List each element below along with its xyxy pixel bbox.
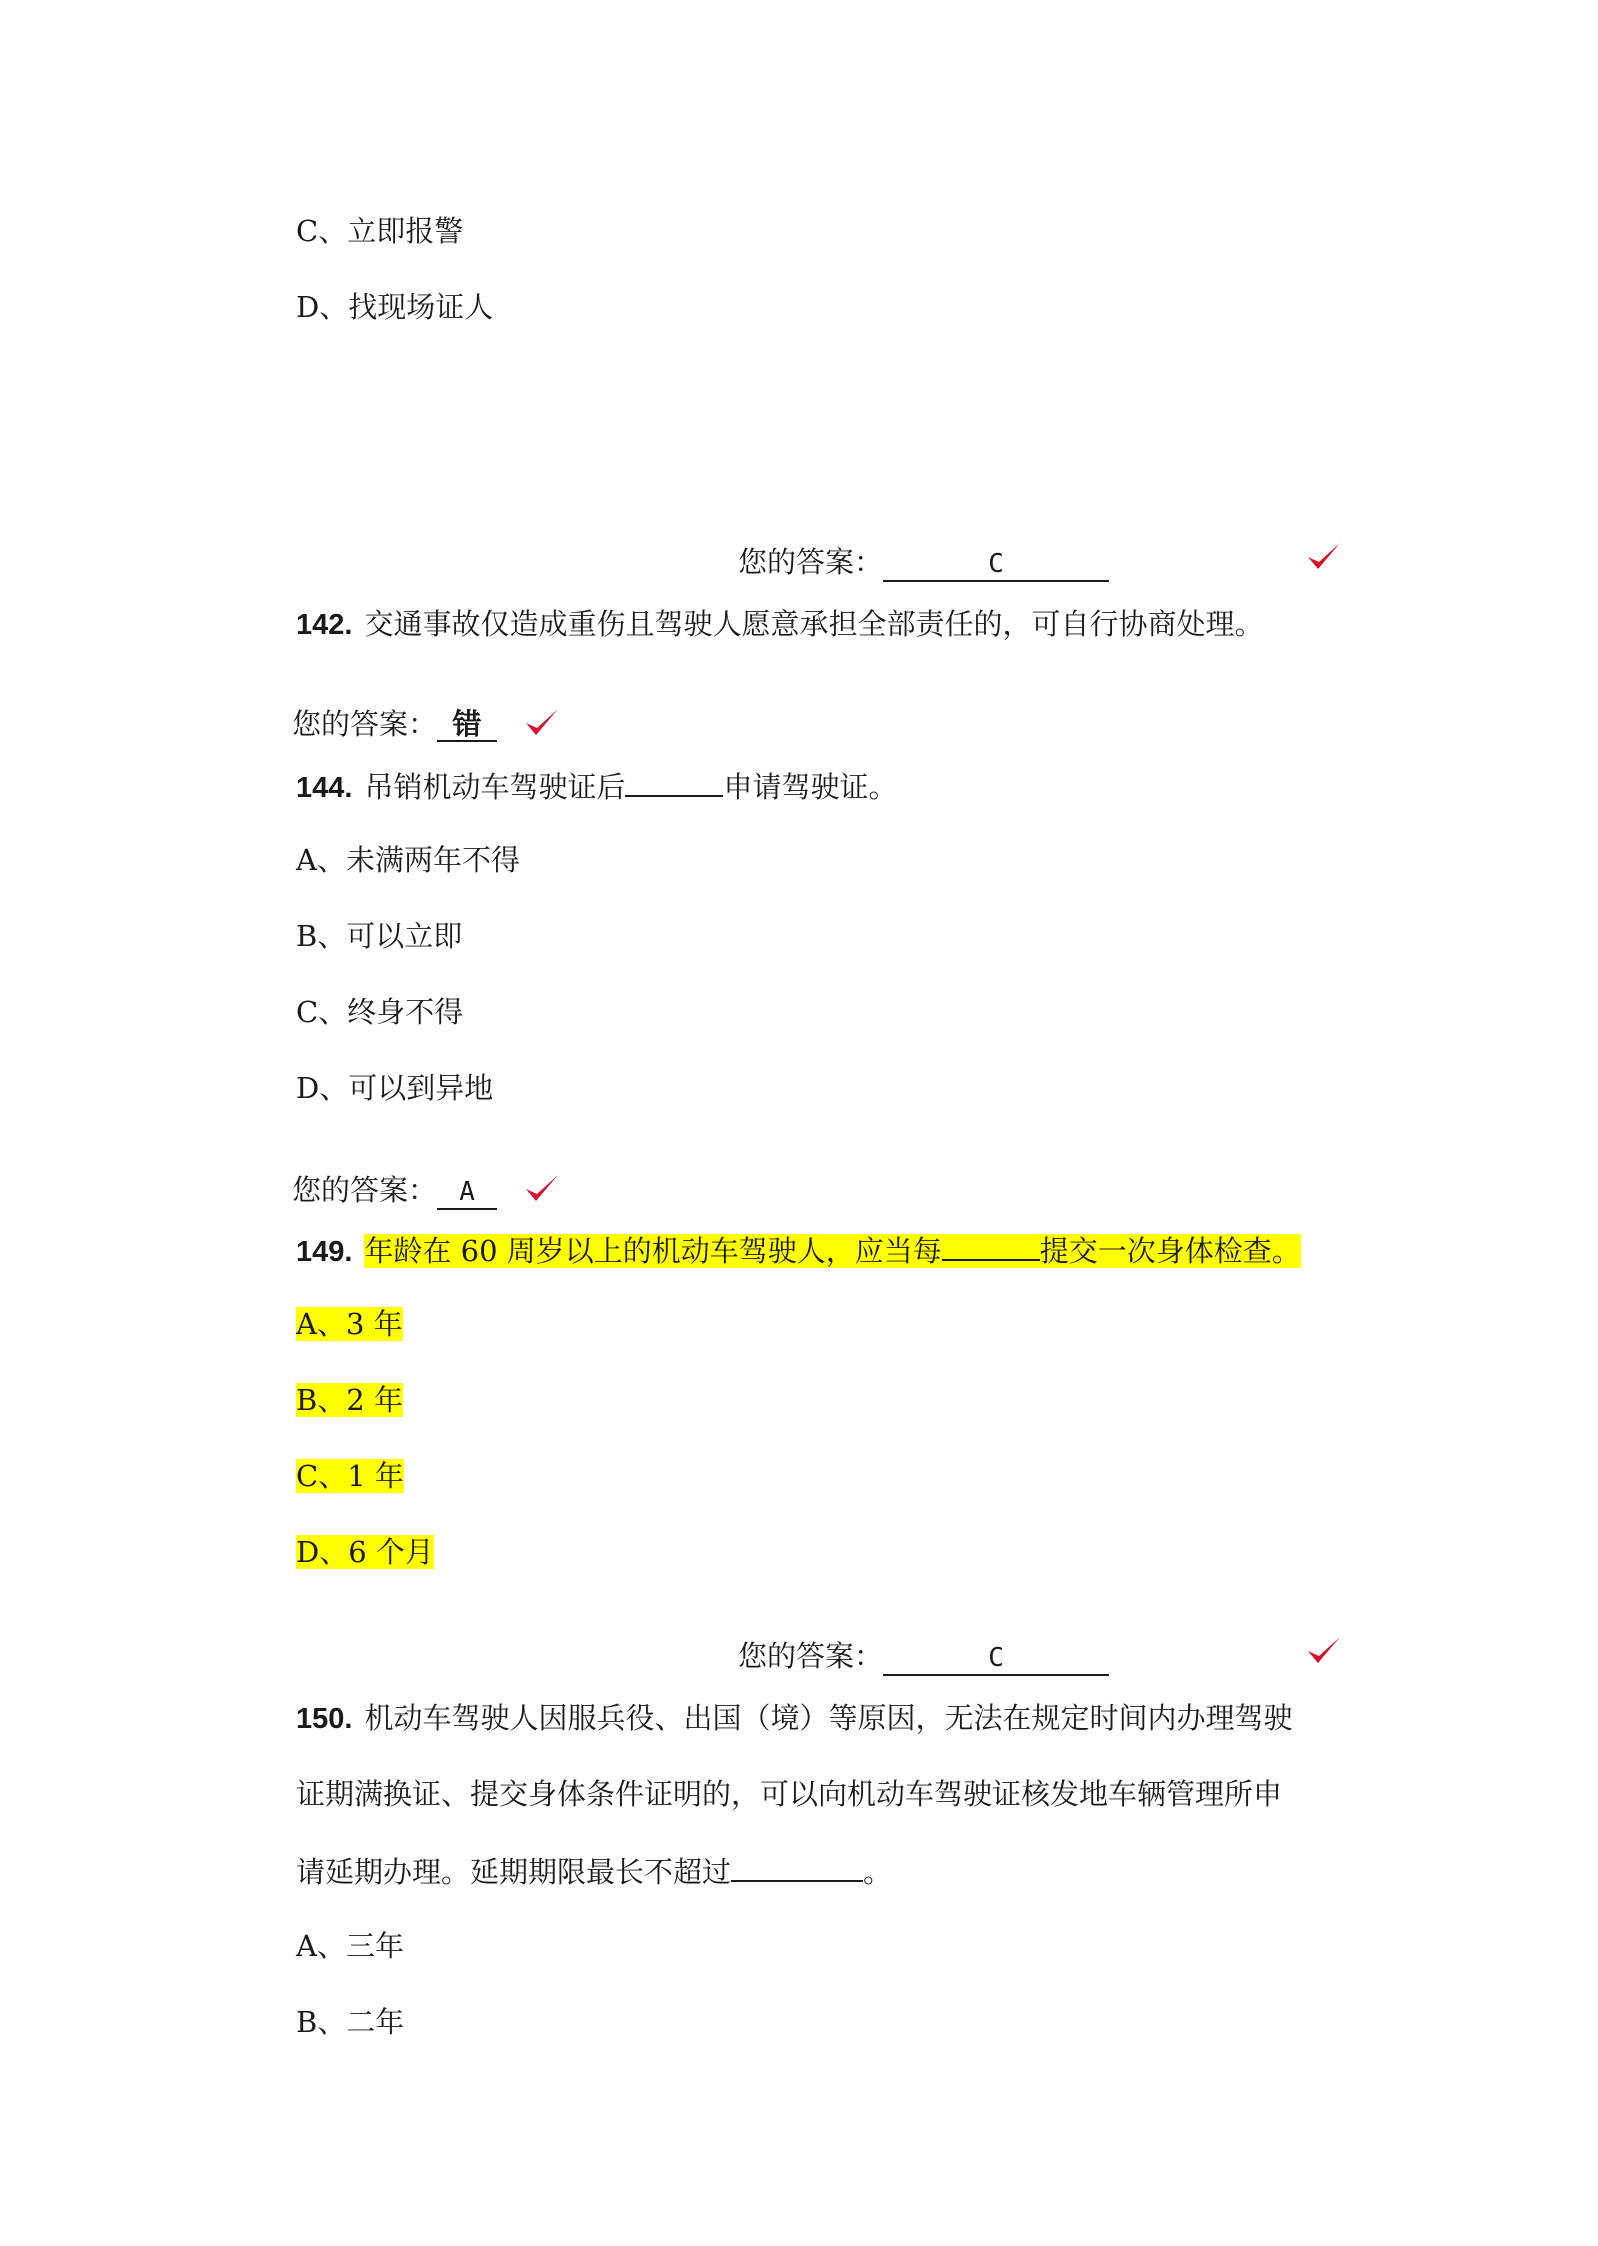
option-a: A、未满两年不得 <box>296 843 520 877</box>
fill-blank <box>625 765 723 797</box>
option-a: A、3 年 <box>296 1307 403 1341</box>
answer-label: 您的答案： <box>292 1173 438 1207</box>
question-142 <box>296 604 1263 645</box>
question-text-end: 申请驾驶证。 <box>723 770 898 804</box>
question-number: 149. <box>296 1236 353 1268</box>
correct-check-icon <box>1306 540 1342 572</box>
question-150 <box>296 1698 1292 1739</box>
option-b: B、2 年 <box>296 1383 403 1417</box>
fill-blank <box>731 1850 863 1882</box>
question-149 <box>296 1229 1301 1272</box>
option-b: B、可以立即 <box>296 919 463 953</box>
answer-label: 您的答案： <box>738 545 884 579</box>
question-150-line2: 证期满换证、提交身体条件证明的，可以向机动车驾驶证核发地车辆管理所申 <box>296 1777 1283 1811</box>
answer-142 <box>292 704 497 744</box>
question-text: 交通事故仅造成重伤且驾驶人愿意承担全部责任的，可自行协商处理。 <box>364 607 1264 641</box>
option-a: A、三年 <box>296 1929 404 1963</box>
correct-check-icon <box>524 706 560 738</box>
option-c: C、立即报警 <box>296 214 464 248</box>
question-144 <box>296 765 897 808</box>
question-number: 142. <box>296 609 353 641</box>
option-c: C、1 年 <box>296 1459 404 1493</box>
correct-check-icon <box>524 1172 560 1204</box>
answer-value: A <box>437 1172 497 1210</box>
answer-value: C <box>883 1638 1109 1676</box>
answer-label: 您的答案： <box>292 707 438 741</box>
answer-value: 错 <box>437 704 497 742</box>
fill-blank <box>942 1229 1040 1261</box>
option-d: D、6 个月 <box>296 1535 434 1569</box>
answer-label: 您的答案： <box>738 1639 884 1673</box>
answer-144 <box>292 1170 497 1210</box>
question-text-line1: 机动车驾驶人因服兵役、出国（境）等原因，无法在规定时间内办理驾驶 <box>364 1701 1293 1735</box>
question-text: 吊销机动车驾驶证后 <box>364 770 626 804</box>
answer-141 <box>738 542 1109 582</box>
question-text-highlight: 年龄在 60 周岁以上的机动车驾驶人，应当每 提交一次身体检查。 <box>364 1234 1300 1268</box>
question-number: 144. <box>296 772 353 804</box>
question-150-line3: 请延期办理。延期期限最长不超过 。 <box>296 1850 892 1892</box>
answer-149 <box>738 1636 1109 1676</box>
option-c: C、终身不得 <box>296 995 464 1029</box>
correct-check-icon <box>1306 1634 1342 1666</box>
option-d: D、找现场证人 <box>296 290 494 324</box>
option-b: B、二年 <box>296 2005 405 2039</box>
option-d: D、可以到异地 <box>296 1071 494 1105</box>
answer-value: C <box>883 544 1109 582</box>
question-number: 150. <box>296 1703 353 1735</box>
